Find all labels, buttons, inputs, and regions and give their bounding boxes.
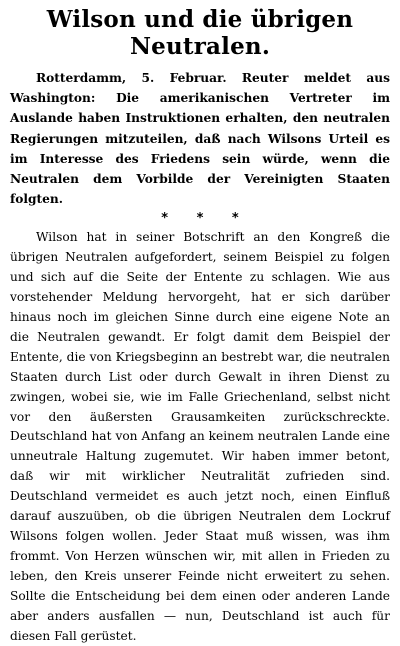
lead-paragraph: Rotterdamm, 5. Februar. Reuter meldet aus Washington: Die amerikanischen Vertreter im Auslande haben Instruktionen erhalten, den neutralen Regierungen mitzuteilen, daß nach Wilsons Urteil es im Interesse des Friedens sein würde, wenn die Neutralen dem Vorbilde der Vereinigten Staaten folgten. <box>10 71 390 207</box>
headline: Wilson und die übrigen Neutralen. <box>46 6 354 60</box>
body-paragraph: Wilson hat in seiner Botschrift an den Kongreß die übrigen Neutralen aufgefordert, seinem Beispiel zu folgen und sich auf die Seite der Entente zu schlagen. Wie aus vorstehender Meldung hervorgeht, hat er sich darüber hinaus noch im gleichen Sinne durch eine eigene Note an die Neutralen gewandt. Er folgt damit dem Beispiel der Entente, die von Kriegsbeginn an bestrebt war, die neutralen Staaten durch List oder durch Gewalt in ihren Dienst zu zwingen, wobei sie, wie im Falle Griechenland, selbst nicht vor den äußersten Grausamkeiten zurückschreckte. Deutschland hat von Anfang an keinem neutralen Lande eine unneutrale Haltung zugemutet. Wir haben immer betont, daß wir mit wirklicher Neutralität zufrieden sind. Deutschland vermeidet es auch jetzt noch, einen Einfluß darauf auszuüben, ob die übrigen Neutralen dem Lockruf Wilsons folgen wollen. Jeder Staat muß wissen, was ihm frommt. Von Herzen wünschen wir, mit allen in Frieden zu leben, den Kreis unserer Feinde nicht erweitert zu sehen. Sollte die Entscheidung bei dem einen oder anderen Lande aber anders ausfallen — nun, Deutschland ist auch für diesen Fall gerüstet. <box>10 230 390 643</box>
section-separator: * * * <box>161 211 251 227</box>
